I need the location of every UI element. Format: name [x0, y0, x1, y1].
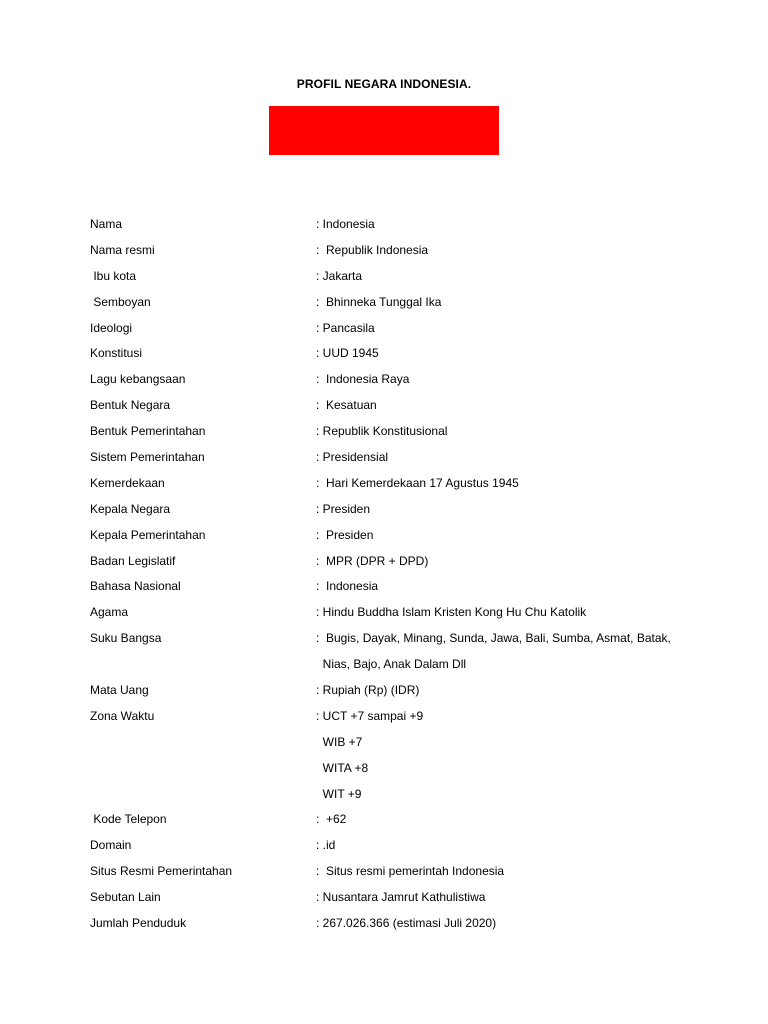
page-title: PROFIL NEGARA INDONESIA. [296, 77, 472, 91]
table-row [0, 837, 768, 863]
row-value: : Presidensial [316, 450, 389, 465]
row-value: : Republik Konstitusional [316, 424, 448, 439]
row-value: : Bhinneka Tunggal Ika [316, 294, 442, 309]
row-label: Mata Uang [90, 683, 149, 698]
row-label: Domain [90, 838, 132, 853]
row-value: : UCT +7 sampai +9 [316, 708, 424, 723]
table-row [0, 553, 768, 579]
row-value: : 267.026.366 (estimasi Juli 2020) [316, 916, 497, 931]
row-label: Semboyan [90, 294, 151, 309]
table-row [0, 294, 768, 320]
row-value: : Presiden [316, 527, 374, 542]
row-label: Sistem Pemerintahan [90, 450, 205, 465]
row-label: Kepala Pemerintahan [90, 527, 206, 542]
row-label: Bentuk Negara [90, 398, 171, 413]
row-label: Lagu kebangsaan [90, 372, 186, 387]
row-label: Kode Telepon [90, 812, 167, 827]
row-label: Bentuk Pemerintahan [90, 424, 206, 439]
row-value: : Pancasila [316, 320, 375, 335]
row-value: : .id [316, 838, 336, 853]
table-row [0, 397, 768, 423]
row-value: : +62 [316, 812, 347, 827]
row-value: WITA +8 [316, 760, 369, 775]
row-label: Kemerdekaan [90, 475, 165, 490]
row-label: Zona Waktu [90, 708, 155, 723]
row-value: : Indonesia Raya [316, 372, 410, 387]
row-label: Sebutan Lain [90, 890, 161, 905]
table-row [0, 811, 768, 837]
row-value: : Presiden [316, 501, 371, 516]
table-row [0, 371, 768, 397]
row-value: : MPR (DPR + DPD) [316, 553, 429, 568]
row-value: : Indonesia [316, 217, 375, 231]
table-row [0, 630, 768, 656]
table-row [0, 734, 768, 760]
table-row [0, 242, 768, 268]
table-row [0, 216, 768, 242]
table-row [0, 345, 768, 371]
table-row [0, 449, 768, 475]
row-value: : Bugis, Dayak, Minang, Sunda, Jawa, Bali, Sumba, Asmat, Batak, [316, 631, 671, 646]
table-row [0, 889, 768, 915]
row-label: Badan Legislatif [90, 553, 176, 568]
row-value: Nias, Bajo, Anak Dalam Dll [316, 657, 467, 672]
table-row [0, 320, 768, 346]
row-label: Ibu kota [90, 268, 137, 283]
row-label: Konstitusi [90, 346, 143, 361]
table-row [0, 578, 768, 604]
table-row [0, 656, 768, 682]
row-value: : Rupiah (Rp) (IDR) [316, 683, 420, 698]
table-row [0, 475, 768, 501]
table-row [0, 501, 768, 527]
row-label: Kepala Negara [90, 501, 171, 516]
row-label: Nama resmi [90, 242, 155, 257]
row-value: : Nusantara Jamrut Kathulistiwa [316, 890, 486, 905]
table-row [0, 863, 768, 889]
table-row [0, 604, 768, 630]
row-value: WIT +9 [316, 786, 362, 801]
row-label: Ideologi [90, 320, 133, 335]
row-value: : Republik Indonesia [316, 242, 429, 257]
row-label: Nama [90, 217, 123, 231]
row-value: : UUD 1945 [316, 346, 379, 361]
table-row [0, 682, 768, 708]
profile-table [0, 216, 768, 941]
row-label: Situs Resmi Pemerintahan [90, 864, 233, 879]
table-row [0, 527, 768, 553]
row-label: Agama [90, 605, 129, 620]
table-row [0, 786, 768, 812]
flag-red-band [269, 106, 499, 155]
table-row [0, 915, 768, 941]
row-value: : Hindu Buddha Islam Kristen Kong Hu Chu Katolik [316, 605, 587, 620]
row-value: : Kesatuan [316, 398, 377, 413]
row-label: Jumlah Penduduk [90, 916, 187, 931]
row-value: WIB +7 [316, 734, 363, 749]
row-label: Suku Bangsa [90, 631, 162, 646]
row-value: : Situs resmi pemerintah Indonesia [316, 864, 505, 879]
table-row [0, 268, 768, 294]
table-row [0, 708, 768, 734]
row-value: : Hari Kemerdekaan 17 Agustus 1945 [316, 475, 519, 490]
row-label: Bahasa Nasional [90, 579, 181, 594]
table-row [0, 423, 768, 449]
row-value: : Indonesia [316, 579, 379, 594]
table-row [0, 760, 768, 786]
row-value: : Jakarta [316, 268, 363, 283]
